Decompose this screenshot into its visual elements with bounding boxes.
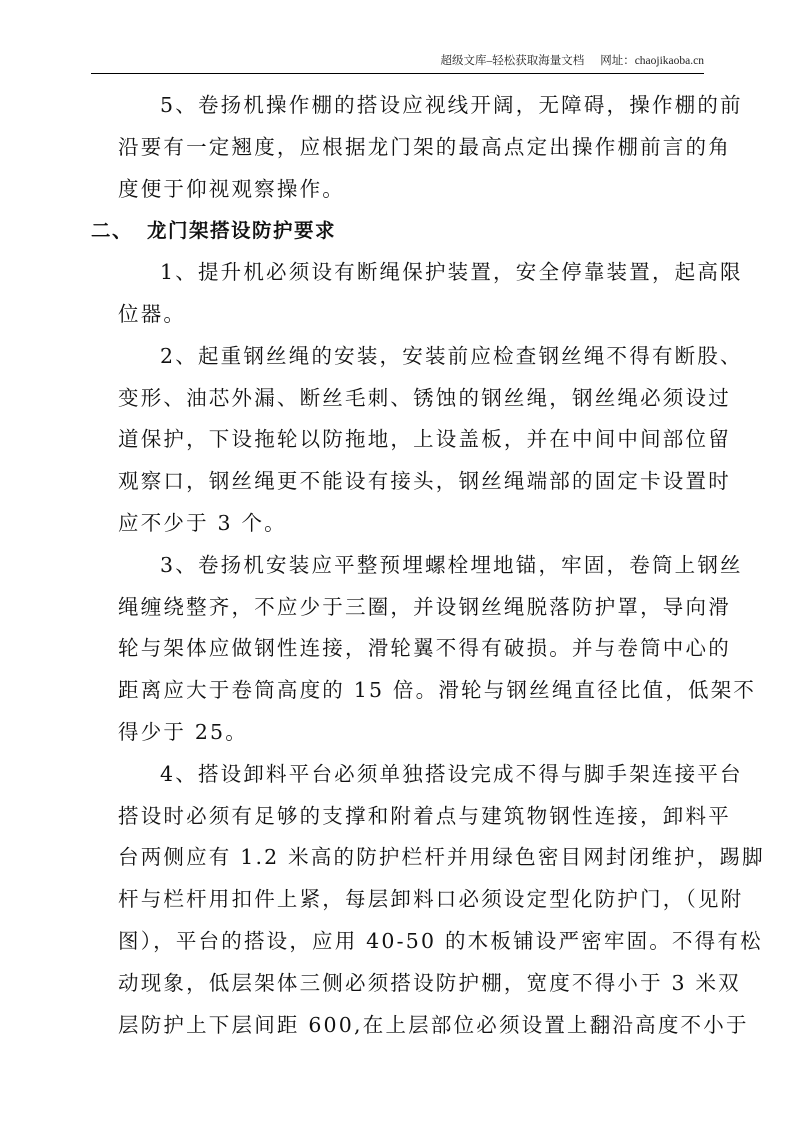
- text-line: 图），平台的搭设，应用 40-50 的木板铺设严密牢固。不得有松: [118, 928, 763, 953]
- text-line: 得少于 25。: [118, 719, 249, 744]
- text-line: 搭设时必须有足够的支撑和附着点与建筑物钢性连接，卸料平: [118, 803, 731, 828]
- text-line: 5、卷扬机操作棚的搭设应视线开阔，无障碍，操作棚的前: [160, 93, 743, 117]
- section-number: 二、: [91, 219, 134, 243]
- page-header: [91, 52, 704, 74]
- document-body: [91, 85, 765, 1046]
- text-line: 绳缠绕整齐，不应少于三圈，并设钢丝绳脱落防护罩，导向滑: [118, 594, 731, 619]
- section-heading: [91, 210, 702, 252]
- text-line: 轮与架体应做钢性连接，滑轮翼不得有破损。并与卷筒中心的: [118, 636, 731, 661]
- text-line: 4、搭设卸料平台必须单独搭设完成不得与脚手架连接平台: [160, 761, 743, 786]
- section-title: 龙门架搭设防护要求: [147, 219, 337, 243]
- header-url: 网址：chaojikaoba.cn: [600, 55, 704, 67]
- paragraph-requirement-2: [118, 336, 743, 545]
- paragraph-requirement-3: [118, 545, 757, 754]
- text-line: 观察口，钢丝绳更不能设有接头，钢丝绳端部的固定卡设置时: [118, 469, 731, 494]
- text-line: 杆与栏杆用扣件上紧，每层卸料口必须设定型化防护门，（见附: [118, 887, 744, 912]
- text-line: 变形、油芯外漏、断丝毛刺、锈蚀的钢丝绳，钢丝绳必须设过: [118, 385, 731, 410]
- text-line: 3、卷扬机安装应平整预埋螺栓埋地锚，牢固，卷筒上钢丝: [160, 552, 743, 577]
- paragraph-requirement-4: [118, 754, 765, 1047]
- text-line: 沿要有一定翘度，应根据龙门架的最高点定出操作棚前言的角: [118, 134, 731, 159]
- text-line: 应不少于 3 个。: [118, 510, 287, 535]
- text-line: 度便于仰视观察操作。: [118, 176, 345, 201]
- text-line: 动现象，低层架体三侧必须搭设防护棚，宽度不得小于 3 米双: [118, 970, 741, 995]
- header-site-name: 超级文库–轻松获取海量文档: [440, 55, 585, 67]
- text-line: 位器。: [118, 301, 187, 326]
- text-line: 1、提升机必须设有断绳保护装置，安全停靠装置，起高限: [160, 260, 743, 285]
- paragraph-requirement-1: [118, 252, 743, 336]
- text-line: 2、起重钢丝绳的安装，安装前应检查钢丝绳不得有断股、: [160, 343, 743, 368]
- text-line: 道保护，下设拖轮以防拖地，上设盖板，并在中间中间部位留: [118, 427, 731, 452]
- text-line: 台两侧应有 1.2 米高的防护栏杆并用绿色密目网封闭维护，踢脚: [118, 845, 765, 870]
- paragraph-item-5: [118, 85, 743, 210]
- text-line: 层防护上下层间距 600,在上层部位必须设置上翻沿高度不小于: [118, 1012, 749, 1037]
- text-line: 距离应大于卷筒高度的 15 倍。滑轮与钢丝绳直径比值，低架不: [118, 678, 757, 703]
